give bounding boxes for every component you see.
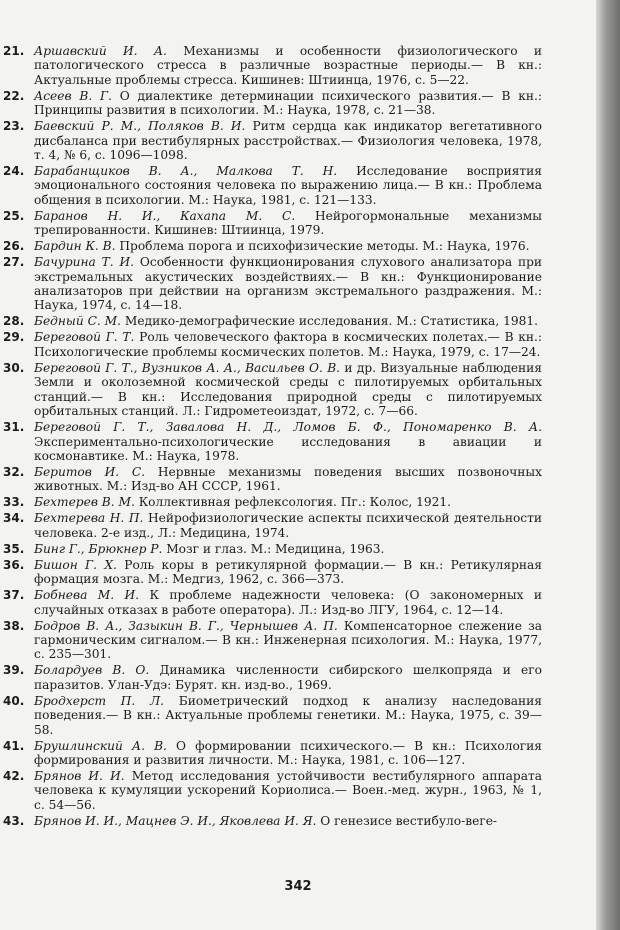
reference-number: 35. xyxy=(3,541,25,556)
reference-entry xyxy=(0,542,590,556)
reference-text: Экспериментально-психологические исследования в авиации и космонавтике. М.: Наука, 1978. xyxy=(34,434,542,463)
reference-text: Механизмы и особенности физиологического и патологического стресса в различные возрастные периоды.— В кн.: Актуальные проблемы стресса. Кишинев: Штиинца, 1976, с. 5—22. xyxy=(34,44,543,87)
reference-number: 33. xyxy=(3,495,25,510)
reference-number: 38. xyxy=(3,618,25,633)
reference-authors: Брушлинский А. В. xyxy=(34,738,167,753)
reference-authors: Бишон Г. Х. xyxy=(34,557,117,572)
reference-authors: Бедный С. М. xyxy=(34,314,121,329)
reference-number: 23. xyxy=(3,119,25,134)
reference-text: Роль человеческого фактора в космических полетах.— В кн.: Психологические проблемы космических полетов. М.: Наука, 1979, с. 17—24. xyxy=(34,330,542,359)
reference-entry xyxy=(0,739,590,768)
reference-text: Исследование восприятия эмоционального состояния человека по выражению лица.— В кн.: Проблема общения в психологии. М.: Наука, 1981, с. 121—133. xyxy=(34,164,542,207)
reference-number: 37. xyxy=(3,588,25,603)
reference-text: и др. Визуальные наблюдения Земли и околоземной космической среды с пилотируемых орбитальных станций.— В кн.: Исследования природной среды с пилотируемых орбитальных станций. Л.: Гидрометеоиздат, 1972, с. 7—66. xyxy=(34,360,542,419)
reference-authors: Баранов Н. И., Кахапа М. С. xyxy=(34,208,296,223)
reference-authors: Бодров В. А., Зазыкин В. Г., Чернышев А. П. xyxy=(34,618,338,633)
reference-text: Проблема порога и психофизические методы. М.: Наука, 1976. xyxy=(115,239,530,254)
reference-entry xyxy=(0,119,590,162)
reference-number: 26. xyxy=(3,239,25,254)
reference-text: Роль коры в ретикулярной формации.— В кн.: Ретикулярная формация мозга. М.: Медгиз, 1962, с. 366—373. xyxy=(34,557,542,587)
reference-text: Динамика численности сибирского шелкопряда и его паразитов. Улан-Удэ: Бурят. кн. изд-во., 1969. xyxy=(34,663,542,692)
reference-number: 40. xyxy=(3,693,25,708)
reference-entry xyxy=(0,814,590,828)
reference-authors: Бродхерст П. Л. xyxy=(34,693,165,708)
reference-text: Мозг и глаз. М.: Медицина, 1963. xyxy=(162,541,385,556)
reference-authors: Бехтерева Н. П. xyxy=(34,511,144,526)
reference-entry xyxy=(0,511,590,540)
reference-entry xyxy=(0,209,590,238)
reference-number: 42. xyxy=(3,768,25,783)
reference-entry xyxy=(0,330,590,359)
reference-number: 22. xyxy=(3,88,25,103)
reference-entry xyxy=(0,44,590,87)
reference-number: 29. xyxy=(3,330,25,345)
reference-text: Ритм сердца как индикатор вегетативного дисбаланса при вестибулярных расстройствах.— Физиология человека, 1978, т. 4, № 6, с. 1096—1098. xyxy=(34,119,542,163)
reference-number: 21. xyxy=(3,44,25,58)
reference-entry xyxy=(0,420,590,463)
reference-number: 24. xyxy=(3,164,25,179)
reference-number: 39. xyxy=(3,663,25,678)
reference-text: Биометрический подход к анализу наследования поведения.— В кн.: Актуальные проблемы генетики. М.: Наука, 1975, с. 39—58. xyxy=(34,693,542,737)
reference-entry xyxy=(0,663,590,692)
reference-number: 25. xyxy=(3,208,25,223)
reference-number: 27. xyxy=(3,255,25,270)
reference-authors: Бехтерев В. М. xyxy=(34,495,135,510)
page-number: 342 xyxy=(284,879,312,894)
reference-authors: Болардуев В. О. xyxy=(34,663,150,678)
reference-authors: Береговой Г. Т. xyxy=(34,330,135,345)
reference-authors: Беритов И. С. xyxy=(34,464,146,479)
reference-number: 32. xyxy=(3,464,25,479)
reference-authors: Бинг Г., Брюкнер Р. xyxy=(34,541,163,556)
reference-text: О формировании психического.— В кн.: Психология формирования и развития личности. М.: Наука, 1981, с. 106—127. xyxy=(34,738,542,767)
page-shadow-edge xyxy=(596,0,620,930)
reference-entry xyxy=(0,255,590,313)
reference-authors: Береговой Г. Т., Завалова Н. Д., Ломов Б. Ф., Пономаренко В. А. xyxy=(34,420,542,435)
reference-authors: Бобнева М. И. xyxy=(34,588,140,603)
reference-number: 41. xyxy=(3,738,25,753)
reference-entry xyxy=(0,694,590,737)
reference-number: 30. xyxy=(3,360,25,375)
reference-text: Коллективная рефлексология. Пг.: Колос, 1921. xyxy=(134,495,451,510)
reference-text: Нервные механизмы поведения высших позвоночных животных. М.: Изд-во АН СССР, 1961. xyxy=(34,464,542,494)
reference-authors: Аршавский И. А. xyxy=(34,44,167,58)
reference-text: Нейрогормональные механизмы трепированности. Кишинев: Штиинца, 1979. xyxy=(34,208,542,238)
reference-entry xyxy=(0,495,590,509)
reference-text: Медико-демографические исследования. М.: Статистика, 1981. xyxy=(121,314,538,329)
reference-authors: Бачурина Т. И. xyxy=(34,255,135,270)
reference-entry xyxy=(0,361,590,419)
reference-authors: Брянов И. И., Мацнев Э. И., Яковлева И. Я. xyxy=(34,813,317,828)
reference-entry xyxy=(0,239,590,253)
reference-number: 28. xyxy=(3,314,25,329)
reference-entry xyxy=(0,588,590,617)
reference-authors: Береговой Г. Т., Вузников А. А., Васильев О. В. xyxy=(34,360,341,375)
reference-entry xyxy=(0,314,590,328)
reference-text: Особенности функционирования слухового анализатора при экстремальных акустических воздействиях.— В кн.: Функционирование анализаторов при действии на организм экстремального раздражения. М.: Наука, 1974, с. 14—18. xyxy=(34,255,543,313)
reference-entry xyxy=(0,769,590,812)
reference-entry xyxy=(0,465,590,494)
reference-text: О генезисе вестибуло-веге- xyxy=(316,813,498,828)
reference-entry xyxy=(0,619,590,662)
reference-entry xyxy=(0,89,590,118)
reference-text: Нейрофизиологические аспекты психической деятельности человека. 2-е изд., Л.: Медицина, 1974. xyxy=(34,511,542,540)
reference-text: Метод исследования устойчивости вестибулярного аппарата человека к кумуляции ускорений Кориолиса.— Воен.-мед. журн., 1963, № 1, с. 54—56. xyxy=(34,768,542,812)
reference-number: 34. xyxy=(3,511,25,526)
reference-text: К проблеме надежности человека: (О закономерных и случайных отказах в работе оператора). Л.: Изд-во ЛГУ, 1964, с. 12—14. xyxy=(34,588,542,617)
reference-authors: Баевский Р. М., Поляков В. И. xyxy=(34,119,246,134)
reference-number: 36. xyxy=(3,557,25,572)
reference-authors: Бардин К. В. xyxy=(34,239,116,254)
reference-text: О диалектике детерминации психического развития.— В кн.: Принципы развития в психологии. М.: Наука, 1978, с. 21—38. xyxy=(34,88,542,118)
reference-entry xyxy=(0,164,590,207)
reference-number: 31. xyxy=(3,420,25,435)
reference-authors: Брянов И. И. xyxy=(34,768,125,783)
reference-list xyxy=(0,44,590,830)
reference-number: 43. xyxy=(3,813,25,828)
reference-authors: Барабанщиков В. А., Малкова Т. Н. xyxy=(34,164,338,179)
reference-entry xyxy=(0,558,590,587)
reference-authors: Асеев В. Г. xyxy=(34,88,112,103)
reference-text: Компенсаторное слежение за гармоническим сигналом.— В кн.: Инженерная психология. М.: Наука, 1977, с. 235—301. xyxy=(34,618,542,662)
